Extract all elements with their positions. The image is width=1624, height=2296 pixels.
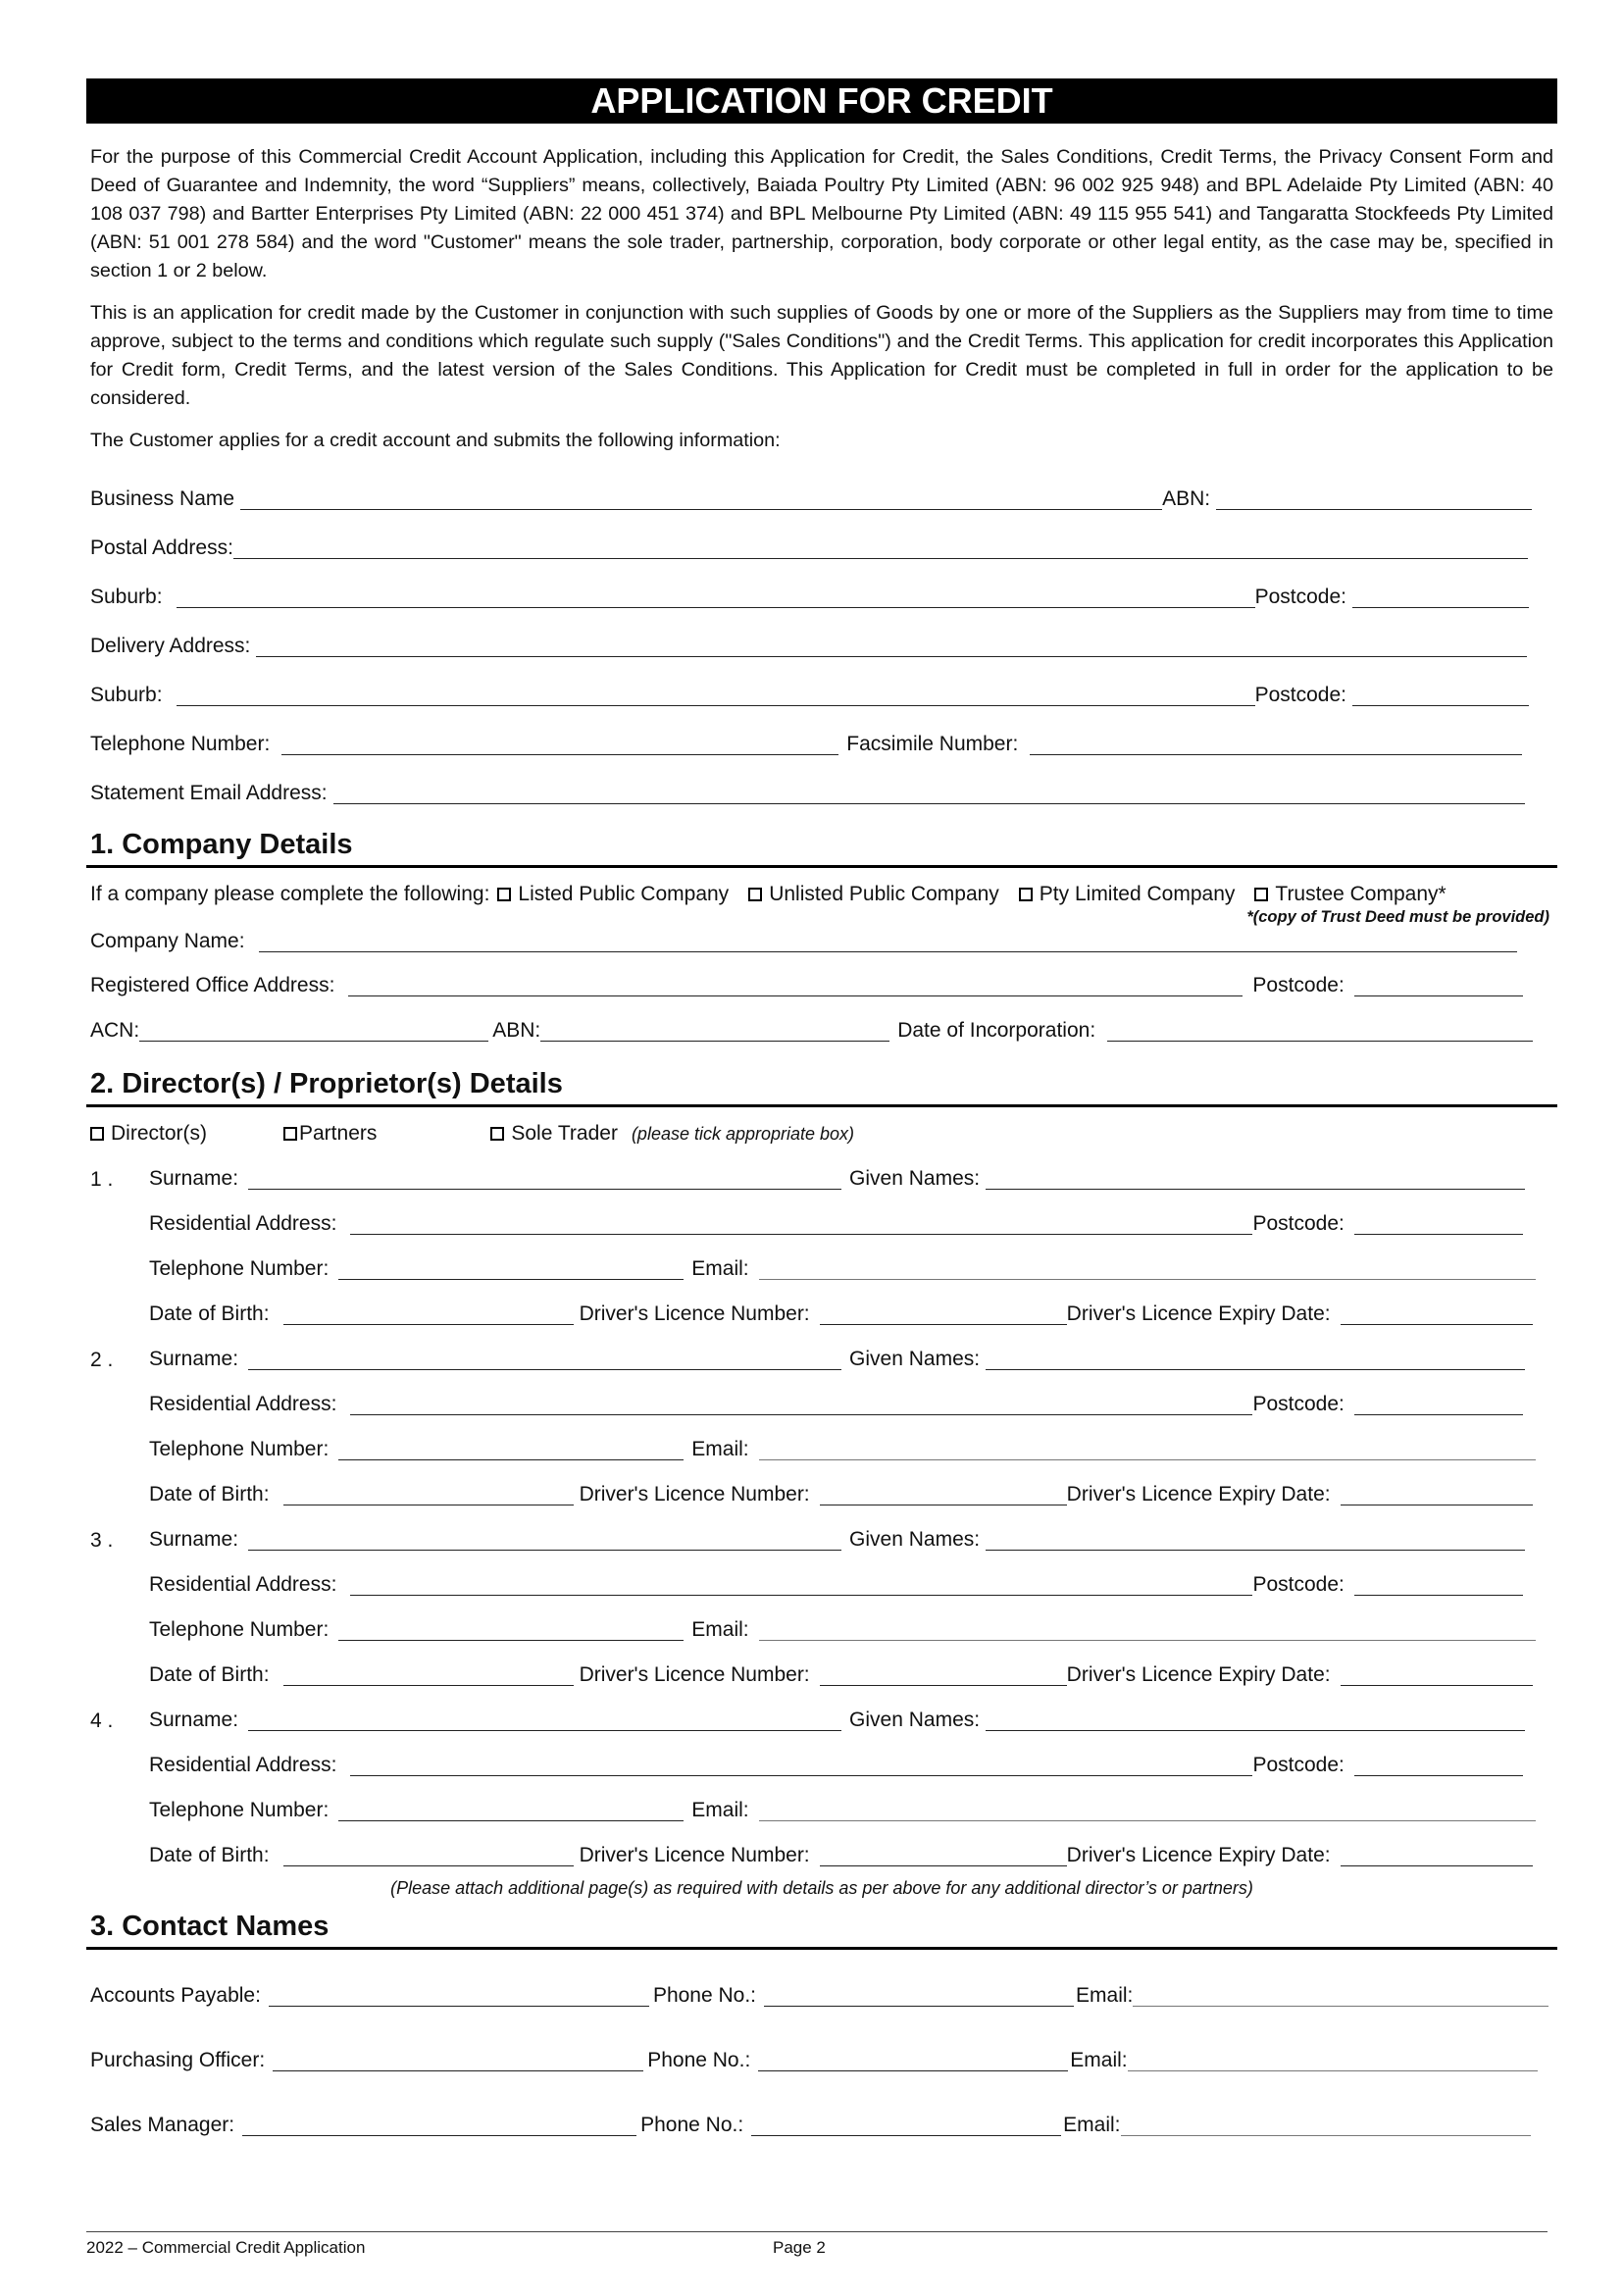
registered-office-label: Registered Office Address: [90,974,335,996]
dob-label: Date of Birth: [149,1844,270,1866]
residential-address-field[interactable] [350,1756,1252,1776]
telephone-label: Telephone Number: [149,1618,330,1641]
checkbox-icon[interactable] [748,888,762,901]
given-names-label: Given Names: [849,1709,981,1731]
postcode-field[interactable] [1354,1756,1523,1776]
email-label: Email: [691,1257,749,1280]
intro-paragraph-3: The Customer applies for a credit account and submits the following information: [90,430,781,451]
surname-label: Surname: [149,1348,239,1370]
director-name-row [86,1327,1557,1372]
postcode-field[interactable] [1354,976,1523,996]
suburb-field[interactable] [177,587,1255,608]
footer-page-number: Page 2 [773,2238,826,2257]
dob-label: Date of Birth: [149,1483,270,1505]
licence-number-label: Driver's Licence Number: [579,1483,810,1505]
company-name-field[interactable] [259,932,1517,952]
postcode-label: Postcode: [1252,1393,1345,1415]
trust-deed-note-wrap [86,907,1557,925]
page-title: APPLICATION FOR CREDIT [86,78,1557,124]
contact-role-label: Accounts Payable: [90,1984,261,2007]
telephone-fax-row [86,708,1557,757]
telephone-label: Telephone Number: [149,1438,330,1460]
delivery-address-row [86,610,1557,659]
attach-note-wrap [86,1868,1557,1898]
postcode-field[interactable] [1354,1395,1523,1415]
director-address-row [86,1372,1557,1417]
licence-expiry-field[interactable] [1341,1846,1533,1866]
sole-trader-option[interactable]: Sole Trader [490,1121,618,1147]
abn-field[interactable] [1216,489,1532,510]
residential-address-label: Residential Address: [149,1754,337,1776]
contact-role-label: Purchasing Officer: [90,2049,266,2071]
company-type-options [86,868,1557,907]
dob-field[interactable] [283,1485,574,1505]
phone-label: Phone No.: [647,2049,751,2071]
attach-note: (Please attach additional page(s) as required with details as per above for any additional director’s or partners) [390,1878,1253,1898]
email-field[interactable] [759,1440,1536,1460]
phone-field[interactable] [751,2116,1061,2136]
date-incorporation-field[interactable] [1107,1021,1533,1042]
checkbox-icon[interactable] [283,1127,297,1141]
email-label: Email: [691,1618,749,1641]
acn-label: ACN: [90,1019,140,1042]
licence-expiry-label: Driver's Licence Expiry Date: [1066,1302,1331,1325]
unlisted-public-company-option[interactable]: Unlisted Public Company [748,882,999,907]
director-block [86,1147,1557,1327]
licence-number-field[interactable] [820,1304,1067,1325]
section-company-details-heading: 1. Company Details [86,828,1557,868]
listed-public-company-option[interactable]: Listed Public Company [497,882,729,907]
telephone-label: Telephone Number: [90,733,271,755]
delivery-address-label: Delivery Address: [90,635,251,657]
facsimile-label: Facsimile Number: [846,733,1019,755]
business-name-field[interactable] [240,489,1162,510]
postal-address-field[interactable] [233,538,1528,559]
director-phone-row [86,1417,1557,1462]
licence-number-field[interactable] [820,1665,1067,1686]
dob-label: Date of Birth: [149,1302,270,1325]
given-names-field[interactable] [986,1710,1525,1731]
partners-option[interactable]: Partners [283,1121,377,1147]
intro-text [86,143,1557,455]
director-licence-row [86,1462,1557,1507]
dob-field[interactable] [283,1304,574,1325]
given-names-field[interactable] [986,1169,1525,1190]
director-name-row [86,1507,1557,1553]
section-directors-heading: 2. Director(s) / Proprietor(s) Details [86,1067,1557,1107]
licence-expiry-label: Driver's Licence Expiry Date: [1066,1663,1331,1686]
contact-row [86,2009,1557,2073]
residential-address-label: Residential Address: [149,1212,337,1235]
statement-email-row [86,757,1557,806]
director-address-row [86,1553,1557,1598]
page-footer [86,2231,1548,2258]
phone-label: Phone No.: [652,1984,757,2007]
directors-option[interactable]: Director(s) [90,1121,207,1147]
email-field[interactable] [759,1259,1536,1280]
footer-document-name: 2022 – Commercial Credit Application [86,2238,366,2257]
surname-label: Surname: [149,1167,239,1190]
postal-address-label: Postal Address: [90,536,233,559]
email-field[interactable] [759,1620,1536,1641]
surname-label: Surname: [149,1709,239,1731]
director-number: 2 . [90,1349,114,1371]
director-block [86,1507,1557,1688]
email-label: Email: [691,1799,749,1821]
director-name-row [86,1147,1557,1192]
residential-address-field[interactable] [350,1395,1252,1415]
director-licence-row [86,1282,1557,1327]
surname-field[interactable] [248,1710,841,1731]
email-field[interactable] [1121,2116,1531,2136]
section-contact-names-heading: 3. Contact Names [86,1910,1557,1950]
telephone-label: Telephone Number: [149,1799,330,1821]
statement-email-label: Statement Email Address: [90,782,328,804]
director-phone-row [86,1237,1557,1282]
residential-address-label: Residential Address: [149,1393,337,1415]
director-number: 3 . [90,1529,114,1552]
director-phone-row [86,1598,1557,1643]
telephone-field[interactable] [338,1801,684,1821]
given-names-label: Given Names: [849,1528,981,1551]
pty-limited-company-option[interactable]: Pty Limited Company [1019,882,1236,907]
residential-address-field[interactable] [350,1575,1252,1596]
residential-address-label: Residential Address: [149,1573,337,1596]
tick-note: (please tick appropriate box) [631,1124,855,1144]
postcode-field[interactable] [1352,587,1529,608]
directors-list [86,1147,1557,1868]
dob-field[interactable] [283,1665,574,1686]
checkbox-icon[interactable] [490,1127,504,1141]
company-type-prompt: If a company please complete the following: [90,883,490,905]
postal-address-row [86,512,1557,561]
residential-address-field[interactable] [350,1214,1252,1235]
director-licence-row [86,1823,1557,1868]
director-address-row [86,1192,1557,1237]
telephone-label: Telephone Number: [149,1257,330,1280]
telephone-field[interactable] [338,1440,684,1460]
contacts-list [86,1950,1557,2138]
trustee-company-option[interactable]: Trustee Company* [1254,882,1446,907]
contact-row [86,2073,1557,2138]
phone-field[interactable] [758,2051,1068,2071]
director-block [86,1688,1557,1868]
suburb-label: Suburb: [90,586,163,608]
registered-office-row [86,954,1557,998]
given-names-label: Given Names: [849,1167,981,1190]
licence-number-label: Driver's Licence Number: [579,1302,810,1325]
contact-name-field[interactable] [269,1986,649,2007]
licence-expiry-field[interactable] [1341,1665,1533,1686]
telephone-field[interactable] [338,1620,684,1641]
postcode-label: Postcode: [1252,1754,1345,1776]
surname-field[interactable] [248,1350,841,1370]
checkbox-icon[interactable] [90,1127,104,1141]
suburb-label: Suburb: [90,684,163,706]
phone-field[interactable] [764,1986,1074,2007]
contact-row [86,1950,1557,2009]
licence-number-field[interactable] [820,1485,1067,1505]
abn-label: ABN: [1162,487,1211,510]
director-name-row [86,1688,1557,1733]
licence-expiry-label: Driver's Licence Expiry Date: [1066,1483,1331,1505]
surname-field[interactable] [248,1530,841,1551]
postcode-label: Postcode: [1252,1212,1345,1235]
company-name-row [86,925,1557,954]
email-field[interactable] [1128,2051,1538,2071]
postcode-field[interactable] [1354,1214,1523,1235]
given-names-field[interactable] [986,1350,1525,1370]
dob-label: Date of Birth: [149,1663,270,1686]
checkbox-icon[interactable] [1254,888,1268,901]
business-name-row [86,463,1557,512]
director-number: 1 . [90,1168,114,1191]
email-field[interactable] [1133,1986,1548,2007]
licence-expiry-field[interactable] [1341,1485,1533,1505]
checkbox-icon[interactable] [497,888,511,901]
licence-expiry-field[interactable] [1341,1304,1533,1325]
director-licence-row [86,1643,1557,1688]
licence-number-field[interactable] [820,1846,1067,1866]
phone-label: Phone No.: [640,2114,744,2136]
postcode-field[interactable] [1352,686,1529,706]
company-name-label: Company Name: [90,930,245,952]
postcode-label: Postcode: [1254,586,1346,608]
director-address-row [86,1733,1557,1778]
intro-paragraph-2: This is an application for credit made by the Customer in conjunction with such supplies of Goods by one or more of the Suppliers as the Suppliers may from time to time approve, subject to the terms and conditions which regulate such supply ("Sales Conditions") and the Credit Terms. This application for credit incorporates this Application for Credit form, Credit Terms, and the latest version of the Sales Conditions. This Application for Credit must be completed in full in order for the application to be considered. [90,302,1553,409]
checkbox-icon[interactable] [1019,888,1033,901]
facsimile-field[interactable] [1030,735,1522,755]
licence-number-label: Driver's Licence Number: [579,1663,810,1686]
director-number: 4 . [90,1709,114,1732]
surname-label: Surname: [149,1528,239,1551]
delivery-address-field[interactable] [256,637,1527,657]
surname-field[interactable] [248,1169,841,1190]
director-block [86,1327,1557,1507]
postcode-label: Postcode: [1254,684,1346,706]
licence-number-label: Driver's Licence Number: [579,1844,810,1866]
licence-expiry-label: Driver's Licence Expiry Date: [1066,1844,1331,1866]
suburb-field[interactable] [177,686,1255,706]
business-name-label: Business Name [90,487,235,510]
abn-field[interactable] [540,1021,889,1042]
director-phone-row [86,1778,1557,1823]
email-label: Email: [1063,2114,1121,2136]
email-label: Email: [691,1438,749,1460]
telephone-field[interactable] [338,1259,684,1280]
postcode-field[interactable] [1354,1575,1523,1596]
suburb-row-1 [86,561,1557,610]
postcode-label: Postcode: [1252,974,1345,996]
intro-paragraph-1: For the purpose of this Commercial Credit Account Application, including this Application for Credit, the Sales Conditions, Credit Terms, the Privacy Consent Form and Deed of Guarantee and Indemnity, the word “Suppliers” means, collectively, Baiada Poultry Pty Limited (ABN: 96 002 925 948) and BPL Adelaide Pty Limited (ABN: 40 108 037 798) and Bartter Enterprises Pty Limited (ABN: 22 000 451 374) and BPL Melbourne Pty Limited (ABN: 49 115 955 541) and Tangaratta Stockfeeds Pty Limited (ABN: 51 001 278 584) and the word "Customer" means the sole trader, partnership, corporation, body corporate or other legal entity, as the case may be, specified in section 1 or 2 below. [90,146,1553,281]
email-label: Email: [1070,2049,1128,2071]
credit-application-page [86,78,1557,2138]
abn-label: ABN: [492,1019,541,1042]
dob-field[interactable] [283,1846,574,1866]
given-names-field[interactable] [986,1530,1525,1551]
contact-name-field[interactable] [242,2116,636,2136]
contact-role-label: Sales Manager: [90,2114,235,2136]
registered-office-field[interactable] [348,976,1243,996]
given-names-label: Given Names: [849,1348,981,1370]
contact-name-field[interactable] [273,2051,643,2071]
acn-field[interactable] [139,1021,488,1042]
email-field[interactable] [759,1801,1536,1821]
telephone-field[interactable] [281,735,838,755]
acn-abn-row [86,998,1557,1044]
date-incorporation-label: Date of Incorporation: [897,1019,1096,1042]
email-label: Email: [1076,1984,1134,2007]
director-type-options [86,1107,1557,1147]
trust-deed-note: *(copy of Trust Deed must be provided) [1246,908,1549,926]
suburb-row-2 [86,659,1557,708]
postcode-label: Postcode: [1252,1573,1345,1596]
statement-email-field[interactable] [333,784,1525,804]
